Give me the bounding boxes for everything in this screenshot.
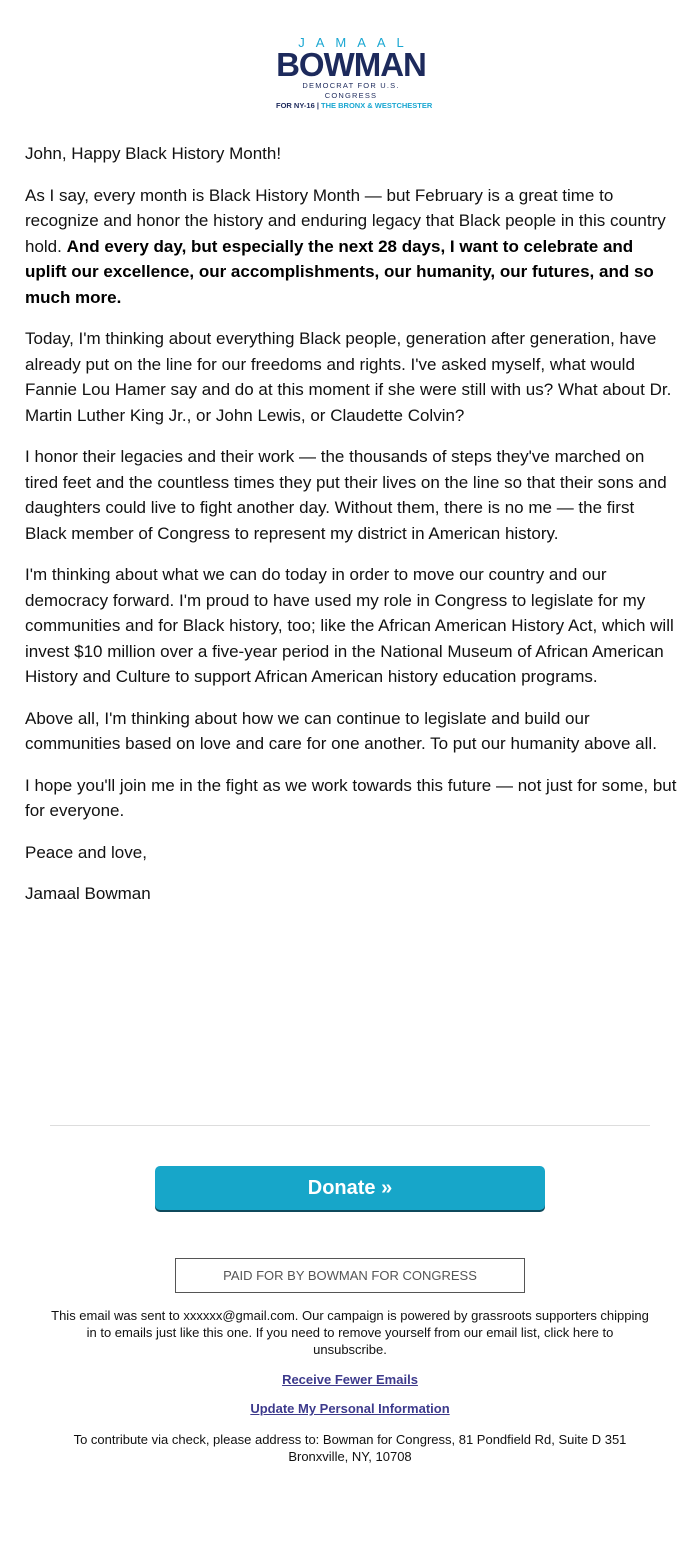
- unsubscribe-note[interactable]: This email was sent to xxxxxx@gmail.com. Our campaign is powered by grassroots supporters chipping in to emails just like this one. If you need to remove yourself from our email list, click here to unsubscribe.: [51, 1308, 649, 1357]
- logo-first-name: JAMAAL: [298, 35, 415, 50]
- paragraph-2: Today, I'm thinking about everything Black people, generation after generation, have already put on the line for our freedoms and rights. I've asked myself, what would Fannie Lou Hamer say and do at this moment if she were still with us? What about Dr. Martin Luther King Jr., or John Lewis, or Claudette Colvin?: [25, 329, 672, 425]
- logo-last-name: BOWMAN: [276, 46, 426, 83]
- footer-divider: [50, 1125, 650, 1126]
- paragraph-1: [25, 183, 679, 311]
- update-info-link[interactable]: Update My Personal Information: [250, 1401, 450, 1416]
- paragraph-1-bold: And every day, but especially the next 28 days, I want to celebrate and uplift our excellence, our accomplishments, our humanity, our futures, and so much more.: [25, 236, 654, 307]
- logo-tag-district: FOR NY-16 |: [276, 101, 319, 110]
- donate-button[interactable]: Donate »: [155, 1166, 545, 1210]
- paragraph-5: Above all, I'm thinking about how we can continue to legislate and build our communities based on love and care for one another. To put our humanity above all.: [25, 708, 657, 753]
- paragraph-3: I honor their legacies and their work — the thousands of steps they've marched on tired feet and the countless times they put their lives on the line so that their sons and daughters could live to fight another day. Without them, there is no me — the first Black member of Congress to represent my district in American history.: [25, 447, 667, 543]
- email-body: [25, 141, 679, 923]
- logo-subtitle: DEMOCRAT FOR U.S. CONGRESS: [302, 81, 400, 100]
- paragraph-1-text: As I say, every month is Black History Month — but February is a great time to recognize and honor the history and enduring legacy that Black people in this country hold.: [25, 185, 666, 256]
- paid-for-disclaimer: PAID FOR BY BOWMAN FOR CONGRESS: [175, 1258, 525, 1293]
- paragraph-4: I'm thinking about what we can do today in order to move our country and our democracy forward. I'm proud to have used my role in Congress to legislate for my communities and for Black history, too; like the African American History Act, which will invest $10 million over a five-year period in the National Museum of African American History and Culture to support African American history education programs.: [25, 565, 674, 686]
- paragraph-6: I hope you'll join me in the fight as we work towards this future — not just for some, but for everyone.: [25, 775, 677, 820]
- greeting: John, Happy Black History Month!: [25, 144, 282, 163]
- receive-fewer-emails-link[interactable]: Receive Fewer Emails: [282, 1372, 418, 1387]
- logo-tag-region: THE BRONX & WESTCHESTER: [321, 101, 433, 110]
- footer: [50, 1307, 650, 1465]
- closing: Peace and love,: [25, 842, 147, 862]
- mailing-address: To contribute via check, please address to: Bowman for Congress, 81 Pondfield Rd, Suite D 351 Bronxville, NY, 10708: [73, 1432, 627, 1464]
- signature: Jamaal Bowman: [25, 884, 151, 903]
- campaign-logo: [276, 35, 433, 110]
- logo-tagline: [276, 101, 433, 111]
